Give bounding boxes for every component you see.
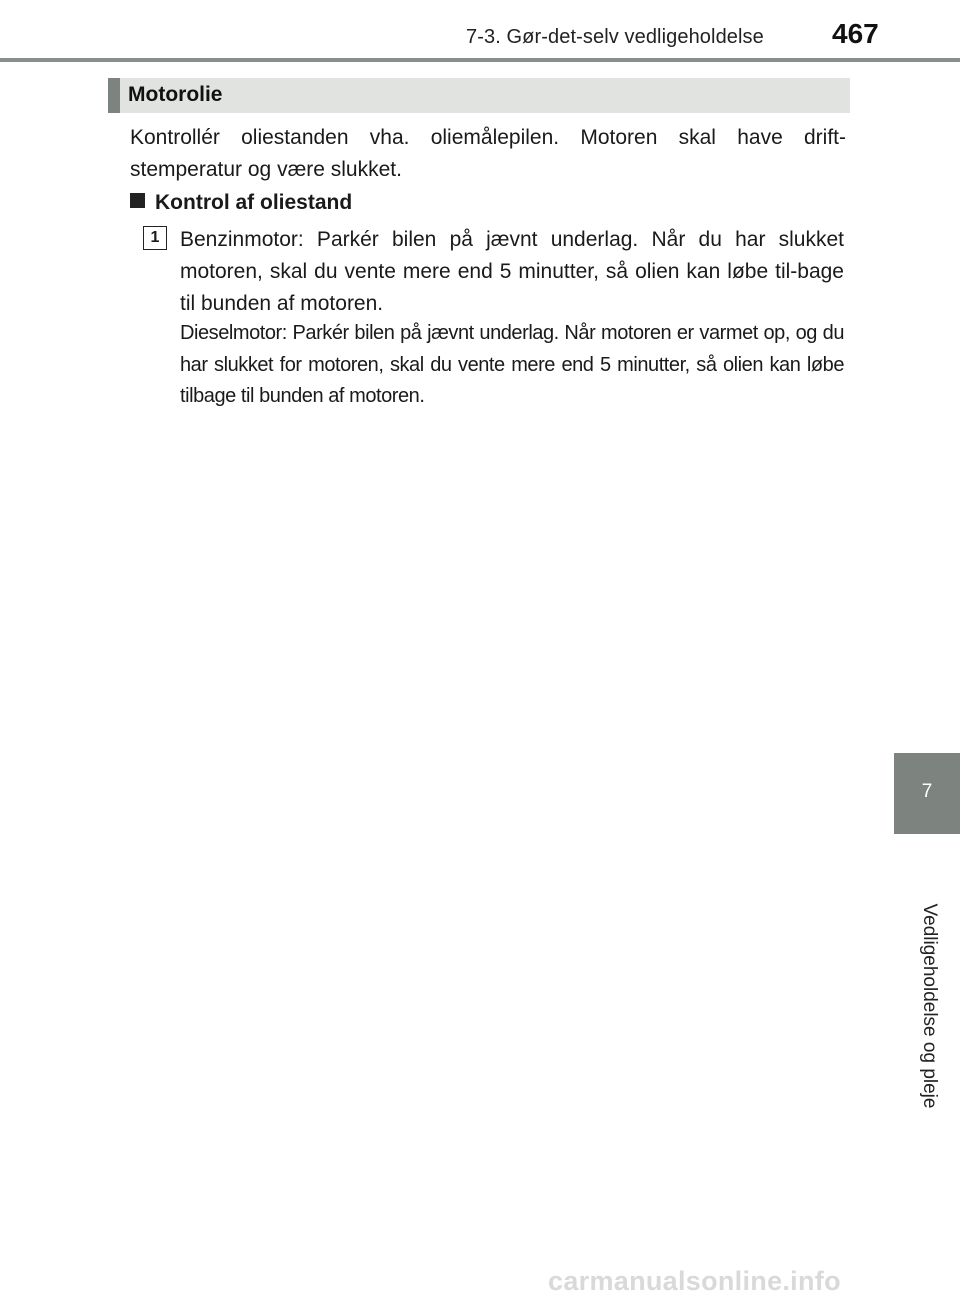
- step-number-box: 1: [143, 226, 167, 250]
- header-section-title: 7-3. Gør-det-selv vedligeholdelse: [466, 26, 764, 48]
- chapter-title-vertical: Vedligeholdelse og pleje: [919, 903, 940, 1109]
- watermark: carmanualsonline.info: [548, 1266, 841, 1296]
- subsection-heading: [130, 188, 352, 218]
- page-number: 467: [832, 18, 879, 49]
- chapter-tab: [894, 753, 960, 834]
- chapter-number: 7: [921, 781, 933, 802]
- section-header-bar: [108, 78, 850, 113]
- header-divider: [0, 58, 960, 62]
- petrol-engine-paragraph: Benzinmotor: Parkér bilen på jævnt underlag. Når du har slukket motoren, skal du vente mere end 5 minutter, så olien kan løbe til-bage til bunden af motoren.: [180, 228, 844, 315]
- intro-paragraph: Kontrollér oliestanden vha. oliemålepilen. Motoren skal have drift-stemperatur og være slukket.: [130, 126, 846, 181]
- square-bullet-icon: [130, 193, 145, 208]
- subsection-title: Kontrol af oliestand: [155, 191, 353, 214]
- section-title: Motorolie: [128, 83, 223, 106]
- section-bar-accent: [108, 78, 120, 113]
- diesel-engine-paragraph: Dieselmotor: Parkér bilen på jævnt underlag. Når motoren er varmet op, og du har slukket for motoren, skal du vente mere end 5 minutter, så olien kan løbe tilbage til bunden af motoren.: [180, 322, 844, 407]
